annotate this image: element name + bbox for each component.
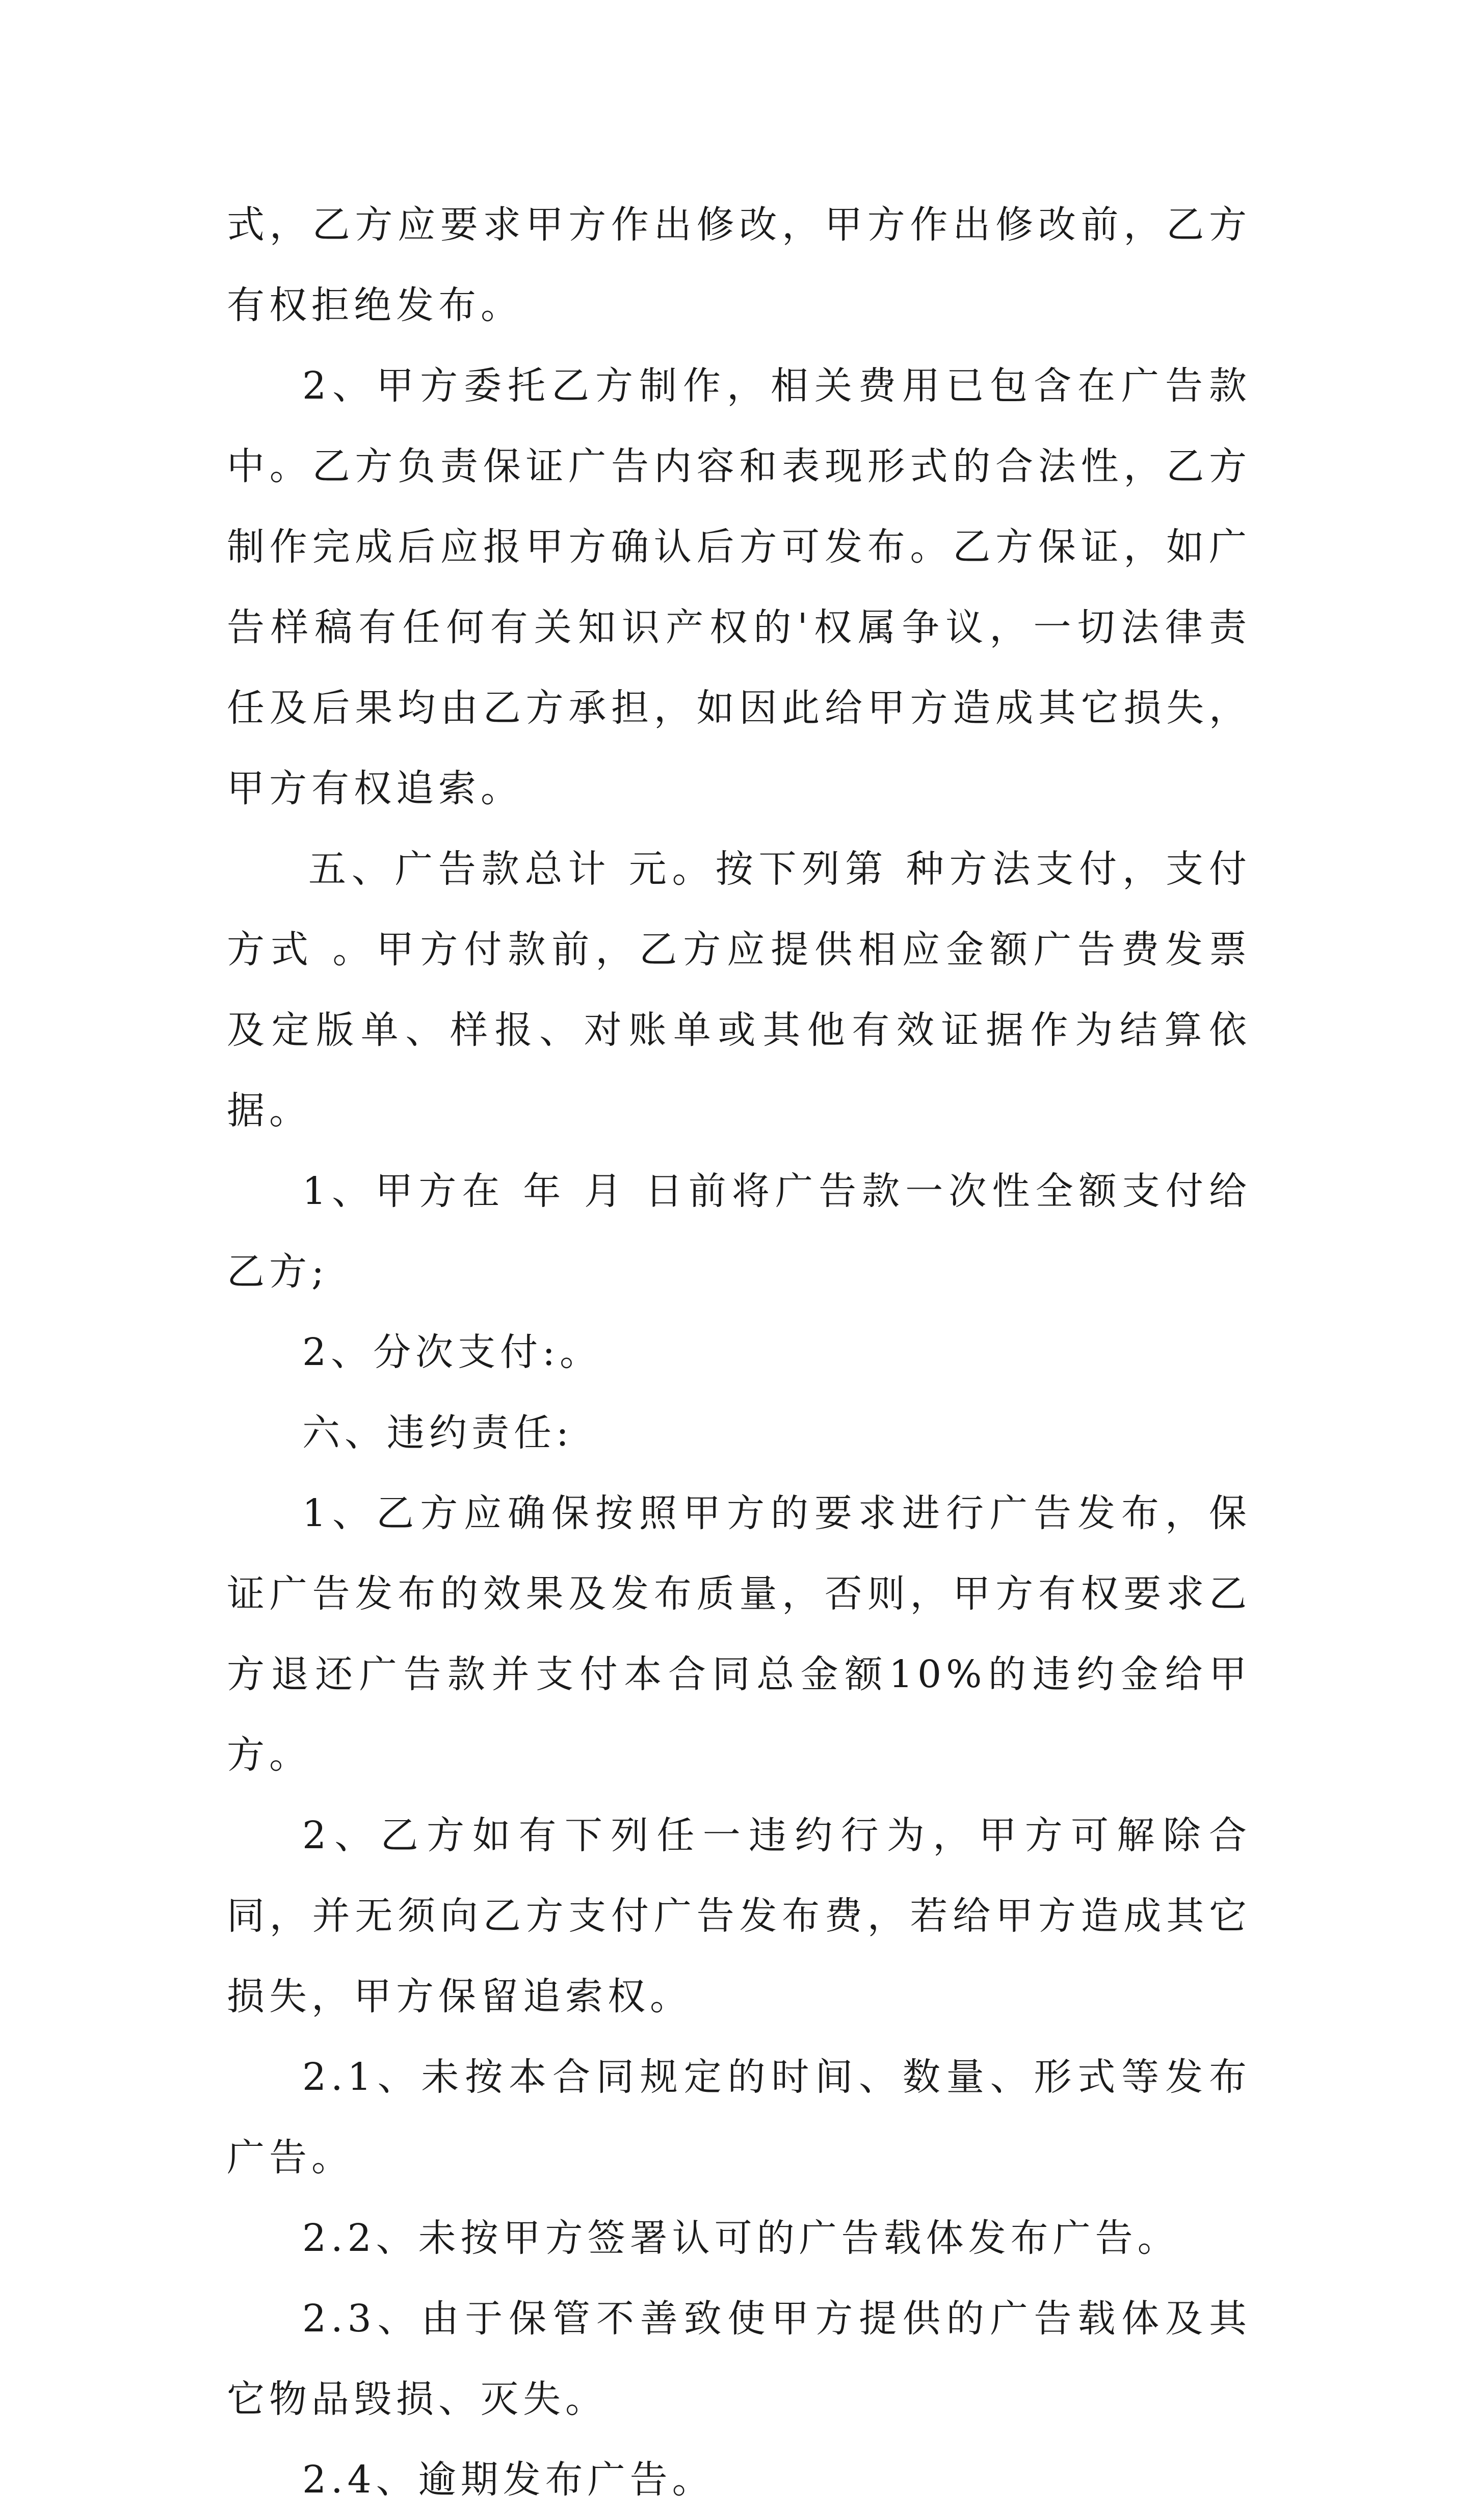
contract-body	[227, 185, 1251, 2520]
paragraph-breach-item-2-4: 2.4、逾期发布广告。	[302, 2458, 715, 2502]
paragraph-section-5-payment: 五、广告款总计 元。按下列第 种方法支付，支付方式 。甲方付款前，乙方应提供相应金额广告费发票及定版单、样报、对账单或其他有效证据作为结算依据。	[227, 847, 1251, 1133]
paragraph-payment-option-2: 2、分次支付:。	[302, 1330, 602, 1374]
paragraph-continuation: 式，乙方应要求甲方作出修改，甲方作出修改前，乙方有权拒绝发布。	[227, 203, 1251, 327]
paragraph-breach-item-2-3: 2.3、由于保管不善致使甲方提供的广告载体及其它物品毁损、灭失。	[227, 2297, 1251, 2421]
paragraph-breach-clause-2: 2、乙方如有下列任一违约行为，甲方可解除合同，并无须向乙方支付广告发布费，若给甲方造成其它损失，甲方保留追索权。	[227, 1814, 1251, 2018]
paragraph-section-6-heading: 六、违约责任:	[302, 1411, 573, 1455]
paragraph-breach-item-2-2: 2.2、未按甲方签署认可的广告载体发布广告。	[302, 2216, 1180, 2260]
paragraph-payment-option-1: 1、甲方在 年 月 日前将广告款一次性全额支付给乙方;	[227, 1169, 1251, 1294]
paragraph-breach-clause-1: 1、乙方应确保按照甲方的要求进行广告发布，保证广告发布的效果及发布质量，否则，甲方有权要求乙方退还广告款并支付本合同总金额10%的违约金给甲方。	[227, 1491, 1251, 1777]
paragraph-clause-2-production: 2、甲方委托乙方制作，相关费用已包含在广告款中。乙方负责保证广告内容和表现形式的合法性，乙方制作完成后应报甲方确认后方可发布。乙方保证，如广告样稿有任何有关知识产权的'权属争议，一切法律责任及后果均由乙方承担，如因此给甲方造成其它损失，甲方有权追索。	[227, 364, 1251, 810]
paragraph-breach-item-2-1: 2.1、未按本合同规定的时间、数量、形式等发布广告。	[227, 2055, 1251, 2180]
